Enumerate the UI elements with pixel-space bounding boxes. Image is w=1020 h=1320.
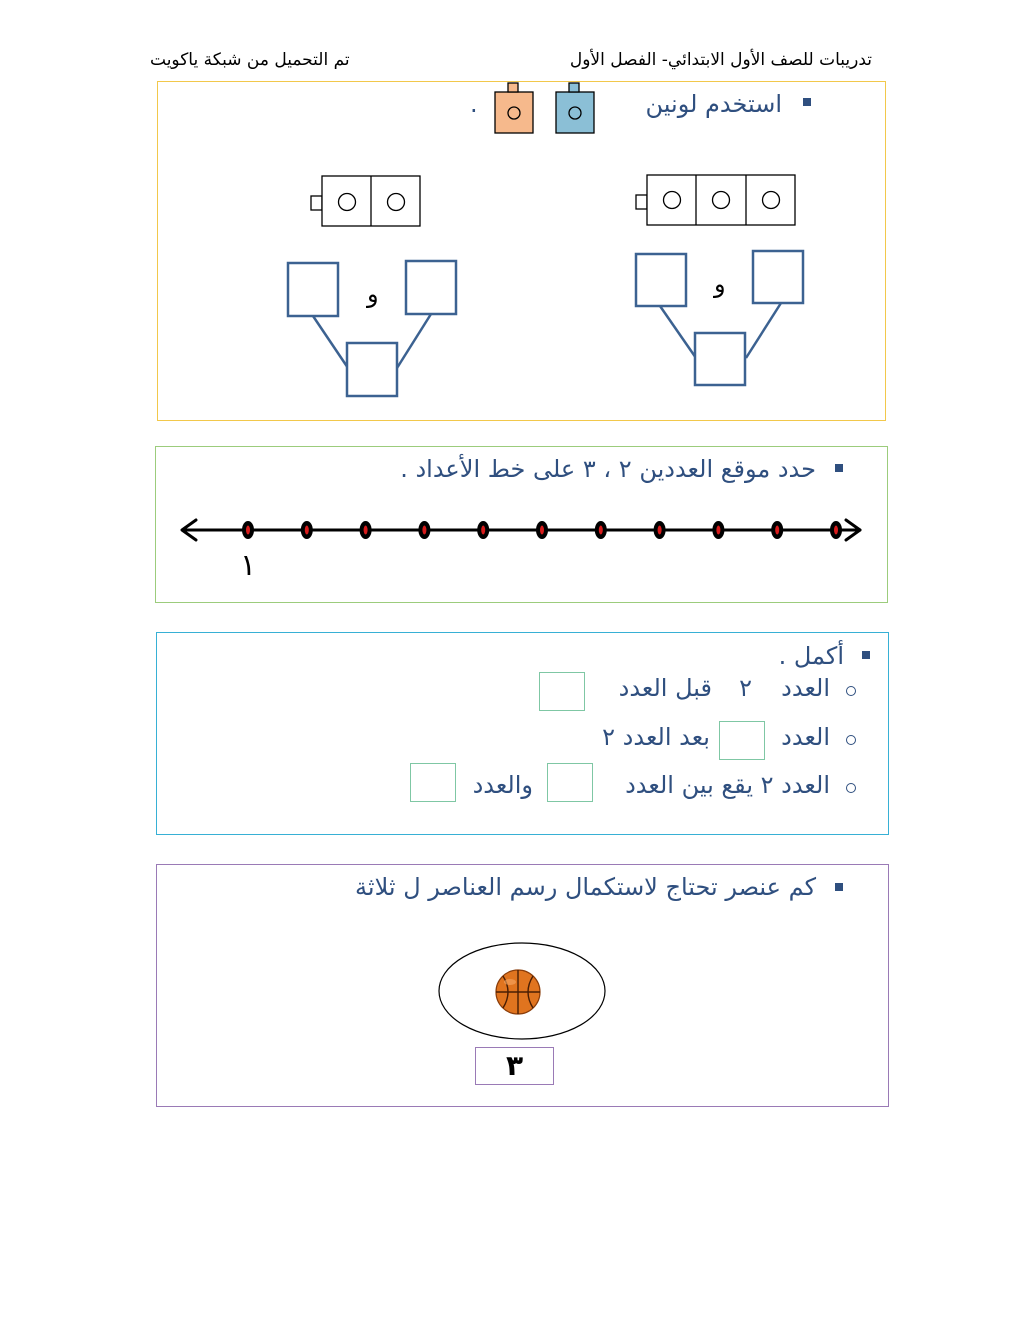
line-3-and: والعدد — [472, 771, 533, 799]
and-label-right: و — [714, 270, 726, 298]
question-4-instruction: كم عنصر تحتاج لاستكمال رسم العناصر ل ثلاثة — [355, 873, 816, 901]
target-number: ٣ — [505, 1049, 524, 1082]
question-1-period: . — [470, 90, 478, 118]
and-label-left: و — [367, 280, 379, 308]
question-2-instruction: حدد موقع العددين ٢ ، ٣ على خط الأعداد . — [400, 455, 816, 483]
line-2-after: بعد العدد ٢ — [602, 723, 710, 751]
line-1-before: قبل العدد — [618, 674, 712, 702]
line-2-word-number: العدد — [781, 723, 830, 751]
header-source: تم التحميل من شبكة ياكويت — [150, 50, 350, 70]
question-1-instruction: استخدم لونين — [645, 90, 782, 118]
line-1-value: ٢ — [739, 674, 752, 702]
line-3-between: العدد ٢ يقع بين العدد — [625, 771, 830, 799]
question-3-instruction: أكمل . — [778, 642, 844, 670]
header-title: تدريبات للصف الأول الابتدائي- الفصل الأول — [569, 50, 872, 70]
number-line-label-1: ١ — [240, 548, 257, 583]
basketball-icon — [496, 970, 540, 1014]
line-1-word-number: العدد — [781, 674, 830, 702]
